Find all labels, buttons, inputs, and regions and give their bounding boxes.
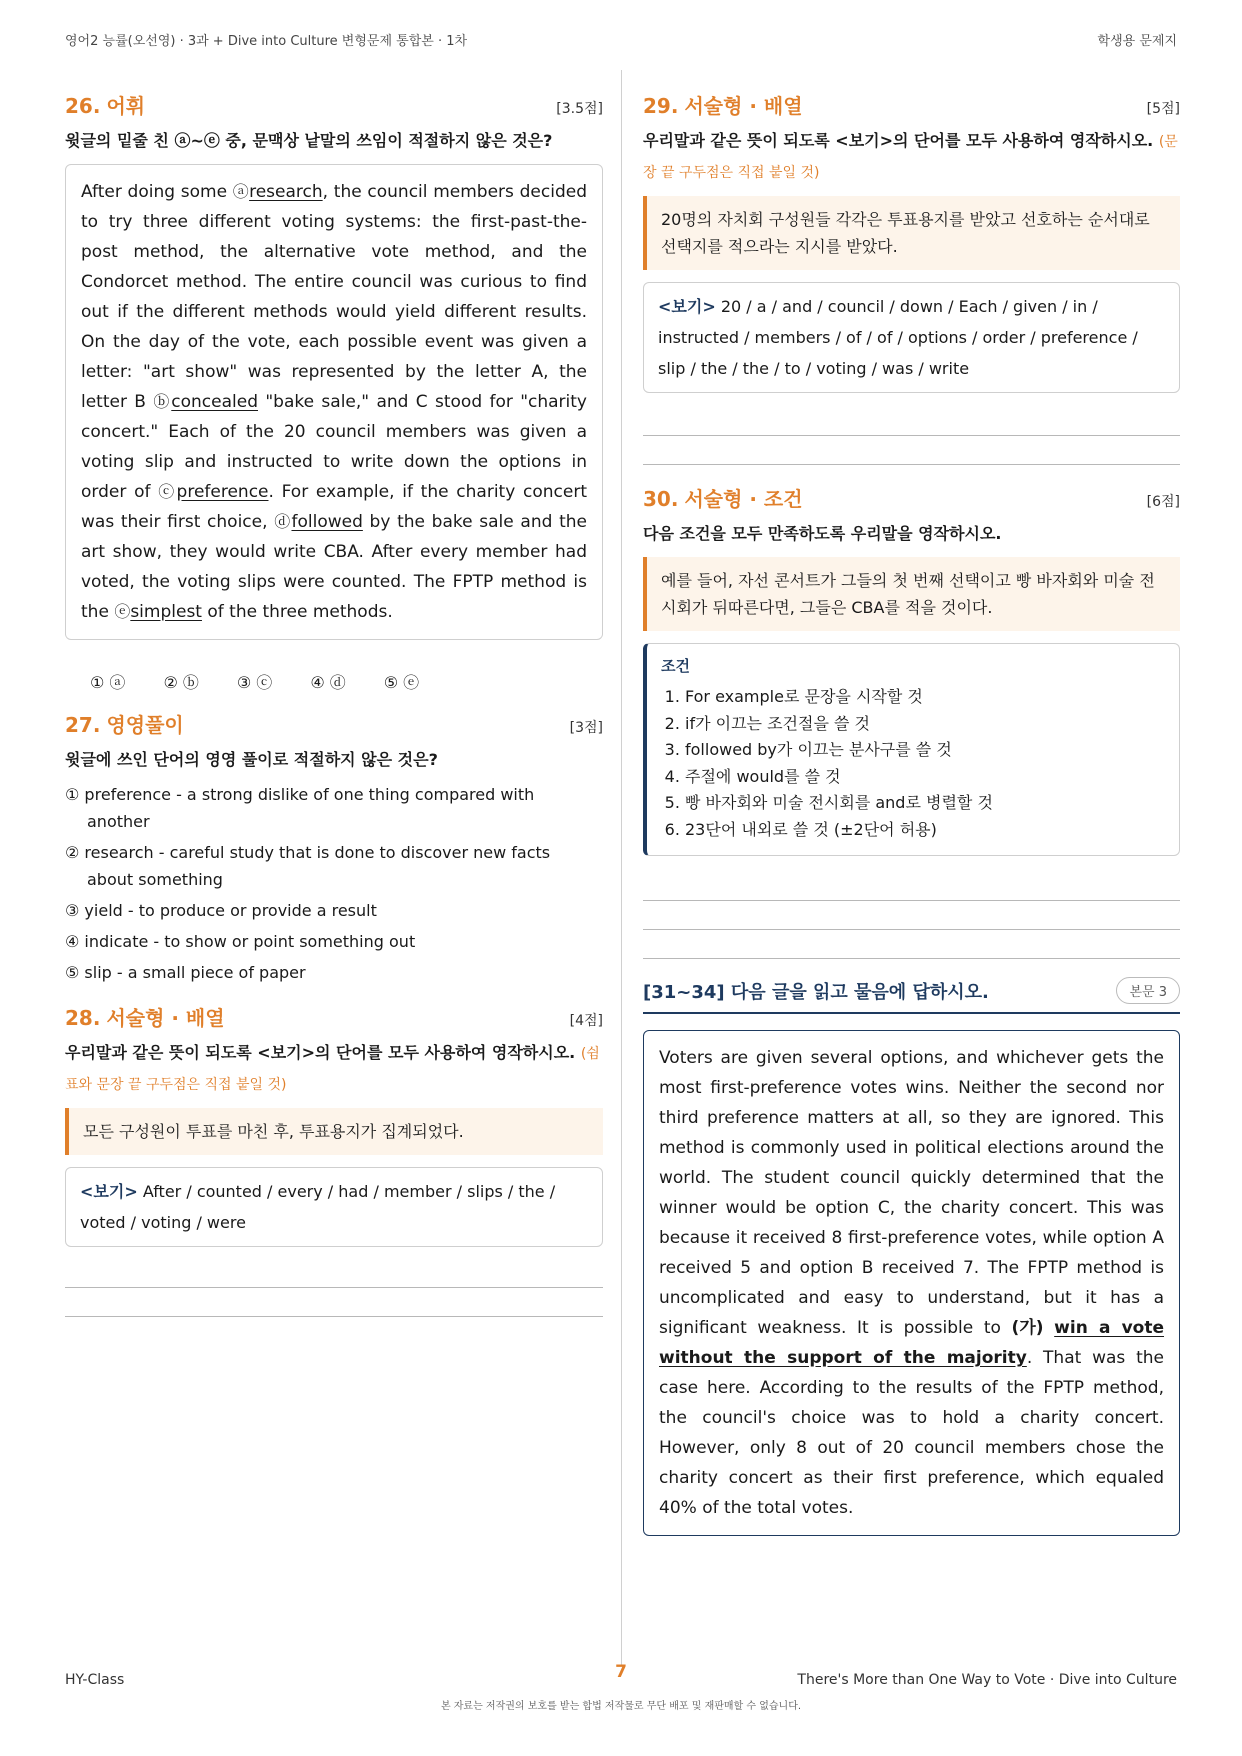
passage-box: After doing some ⓐresearch, the council members decided to try three different voting systems: the first-past-the-post method, the alternative vote method, and the Condorcet method. The entire council was curious to find out if the different methods would yield different results. On the day of the vote, each possible event was given a letter: "art show" was represented by the letter A, the letter B ⓑconcealed "bake sale," and C stood for "charity concert." Each of the 20 council members was given a voting slip and instructed to write down the options in order of ⓒpreference. For example, if the charity concert was their first choice, ⓓfollowed by the bake sale and the art show, they would write CBA. After every member had voted, the voting slips were counted. The FPTP method is the ⓔsimplest of the three methods. (65, 164, 603, 640)
condition-item: 3. followed by가 이끄는 분사구를 쓸 것 (685, 737, 1165, 764)
option-5[interactable]: ⑤ slip - a small piece of paper (65, 963, 306, 982)
question-title: 30. 서술형 · 조건 (643, 487, 803, 511)
option-4[interactable]: ④ indicate - to show or point something out (65, 932, 416, 951)
page-number: 7 (615, 1662, 627, 1682)
footer-right: There's More than One Way to Vote · Dive into Culture (797, 1672, 1177, 1688)
right-column (643, 90, 1180, 1544)
reading-section (643, 977, 1180, 1536)
condition-item: 4. 주절에 would를 쓸 것 (685, 764, 1165, 791)
option-3[interactable]: ③ yield - to produce or provide a result (65, 901, 377, 920)
answer-line[interactable] (643, 958, 1180, 959)
choice-3[interactable]: ③ ⓒ (236, 673, 273, 692)
question-points: [3.5점] (556, 101, 603, 117)
question-title: 27. 영영풀이 (65, 713, 184, 737)
question-prompt: 윗글에 쓰인 단어의 영영 풀이로 적절하지 않은 것은? (65, 750, 438, 769)
korean-sentence: 모든 구성원이 투표를 마친 후, 투표용지가 집계되었다. (65, 1108, 603, 1155)
question-prompt: 다음 조건을 모두 만족하도록 우리말을 영작하시오. (643, 524, 1002, 543)
choice-4[interactable]: ④ ⓓ (310, 673, 346, 692)
column-divider (621, 70, 622, 1665)
left-column (65, 90, 603, 1317)
question-points: [5점] (1146, 101, 1180, 117)
question-points: [3점] (569, 720, 603, 736)
condition-item: 2. if가 이끄는 조건절을 쓸 것 (685, 711, 1165, 738)
passage-mark: (가) (1011, 1318, 1044, 1338)
korean-sentence: 예를 들어, 자선 콘서트가 그들의 첫 번째 선택이고 빵 바자회와 미술 전시회가 뒤따른다면, 그들은 CBA를 적을 것이다. (643, 557, 1180, 631)
conditions-title: 조건 (661, 657, 690, 675)
option-1[interactable]: ① preference - a strong dislike of one thing compared with another (65, 785, 535, 831)
question-30 (643, 483, 1180, 959)
condition-item: 5. 빵 바자회와 미술 전시회를 and로 병렬할 것 (685, 790, 1165, 817)
question-title: 26. 어휘 (65, 94, 146, 118)
header-right: 학생용 문제지 (1097, 34, 1177, 49)
bogi-box: <보기> After / counted / every / had / member / slips / the / voted / voting / were (65, 1167, 603, 1247)
underlined-word-a: research (249, 182, 323, 202)
question-prompt: 우리말과 같은 뜻이 되도록 <보기>의 단어를 모두 사용하여 영작하시오. (문장 끝 구두점은 직접 붙일 것) (643, 131, 1178, 181)
section-title: [31~34] 다음 글을 읽고 물음에 답하시오. (643, 981, 989, 1003)
question-title: 28. 서술형 · 배열 (65, 1006, 225, 1030)
answer-line[interactable] (65, 1316, 603, 1317)
underlined-word-d: followed (291, 512, 363, 532)
question-title: 29. 서술형 · 배열 (643, 94, 803, 118)
question-prompt: 윗글의 밑줄 친 ⓐ~ⓔ 중, 문맥상 낱말의 쓰임이 적절하지 않은 것은? (65, 131, 553, 150)
choice-2[interactable]: ② ⓑ (163, 673, 199, 692)
copyright-notice: 본 자료는 저작권의 보호를 받는 합법 저작물로 무단 배포 및 재판매할 수 없습니다. (440, 1701, 802, 1712)
header-left: 영어2 능률(오선영) · 3과 + Dive into Culture 변형문제 통합본 · 1차 (65, 34, 468, 49)
condition-item: 1. For example로 문장을 시작할 것 (685, 684, 1165, 711)
underlined-word-b: concealed (171, 392, 258, 412)
bogi-box: <보기> 20 / a / and / council / down / Each / given / in / instructed / members / of / of / options / order / preference / slip / the / the / to / voting / was / write (643, 282, 1180, 393)
question-points: [6점] (1146, 494, 1180, 510)
passage-badge: 본문 3 (1116, 977, 1180, 1004)
question-28 (65, 1002, 603, 1317)
choice-5[interactable]: ⑤ ⓔ (383, 673, 420, 692)
question-points: [4점] (569, 1013, 603, 1029)
question-prompt: 우리말과 같은 뜻이 되도록 <보기>의 단어를 모두 사용하여 영작하시오. (쉼표와 문장 끝 구두점은 직접 붙일 것) (65, 1043, 600, 1093)
question-29 (643, 90, 1180, 465)
question-27 (65, 709, 603, 986)
answer-choices (65, 648, 603, 703)
choice-1[interactable]: ① ⓐ (90, 673, 126, 692)
footer-left: HY-Class (65, 1672, 125, 1688)
reading-passage: Voters are given several options, and whichever gets the most first-preference votes wins. Neither the second nor third preference matters at all, so they are ignored. This method is commonly used in political elections around the world. The student council quickly determined that the winner would be option C, the charity concert. This was because it received 8 first-preference votes, while option A received 5 and option B received 7. The FPTP method is uncomplicated and easy to understand, but it has a significant weakness. It is possible to (가) win a vote without the support of the majority. That was the case here. According to the results of the FPTP method, the council's choice was to hold a charity concert. However, only 8 out of 20 council members chose the charity concert as their first preference, which equaled 40% of the total votes. (643, 1030, 1180, 1536)
answer-line[interactable] (643, 464, 1180, 465)
underlined-word-c: preference (176, 482, 269, 502)
underlined-phrase: win a vote without the support of the majority (659, 1318, 1165, 1368)
option-2[interactable]: ② research - careful study that is done to discover new facts about something (65, 843, 551, 889)
korean-sentence: 20명의 자치회 구성원들 각각은 투표용지를 받았고 선호하는 순서대로 선택지를 적으라는 지시를 받았다. (643, 196, 1180, 270)
conditions-box (643, 643, 1180, 856)
underlined-word-e: simplest (130, 602, 202, 622)
condition-item: 6. 23단어 내외로 쓸 것 (±2단어 허용) (685, 817, 1165, 844)
question-26 (65, 90, 603, 703)
